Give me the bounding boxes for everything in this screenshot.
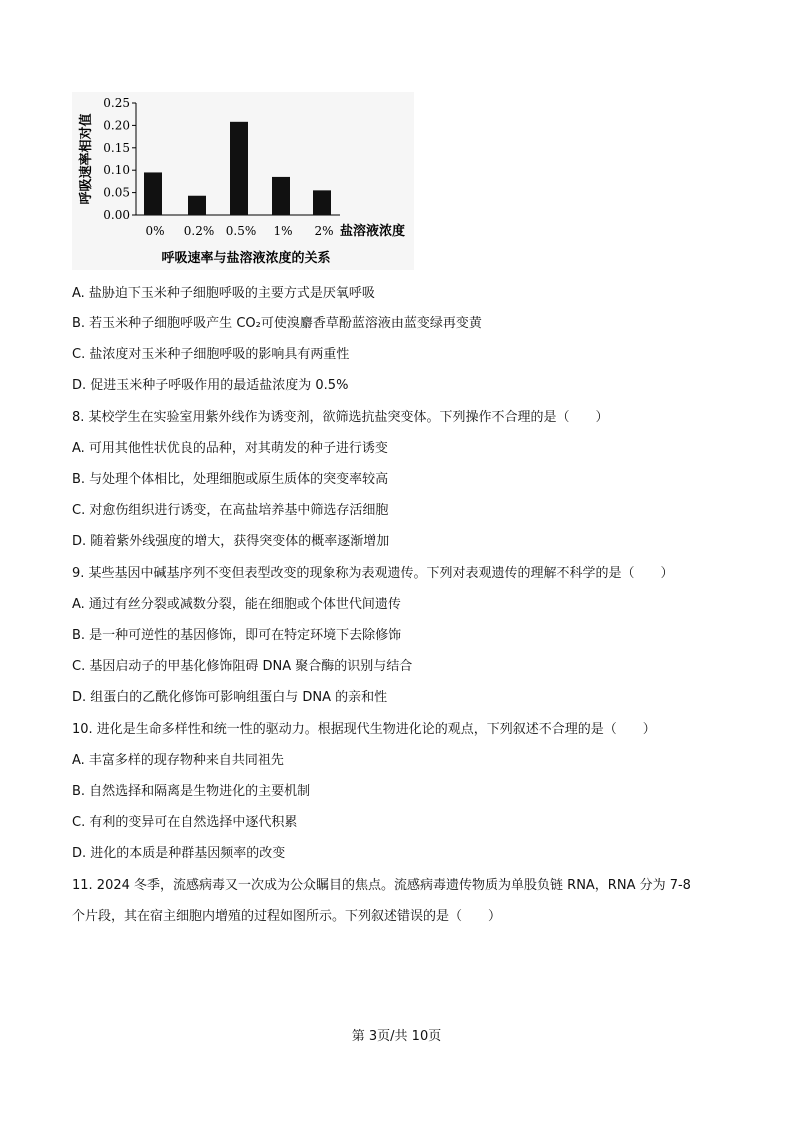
q7-option-a: A. 盐胁迫下玉米种子细胞呼吸的主要方式是厌氧呼吸 [72,286,375,301]
x-tick-label: 0.5% [225,224,257,238]
y-tick-label: 0.00 [103,208,130,222]
q11-stem-line2: 个片段，其在宿主细胞内增殖的过程如图所示。下列叙述错误的是（ ） [72,909,502,924]
chart-svg [72,92,414,270]
q10-option-d: D. 进化的本质是种群基因频率的改变 [72,846,286,861]
x-tick-label: 1% [273,224,293,238]
q10-option-b: B. 自然选择和隔离是生物进化的主要机制 [72,784,311,799]
q9-stem: 9. 某些基因中碱基序列不变但表型改变的现象称为表观遗传。下列对表观遗传的理解不科学的是（ ） [72,566,674,581]
q9-option-a: A. 通过有丝分裂或减数分裂，能在细胞或个体世代间遗传 [72,597,401,612]
x-tick-label: 0.2% [183,224,215,238]
x-tick-label: 2% [314,224,334,238]
bar [230,122,248,215]
y-tick-label: 0.25 [103,96,130,110]
bar [144,172,162,215]
page-footer: 第 3页/共 10页 [351,1029,442,1044]
q11-stem-line1: 11. 2024 冬季，流感病毒又一次成为公众瞩目的焦点。流感病毒遗传物质为单股负链 RNA，RNA 分为 7-8 [72,878,691,893]
y-tick-label: 0.15 [103,140,130,155]
x-tick-label: 0% [145,224,165,238]
y-tick-label: 0.05 [103,185,130,200]
y-tick-label: 0.20 [103,118,130,133]
q8-option-b: B. 与处理个体相比，处理细胞或原生质体的突变率较高 [72,472,389,487]
q9-option-c: C. 基因启动子的甲基化修饰阻碍 DNA 聚合酶的识别与结合 [72,659,413,674]
chart-title: 呼吸速率与盐溶液浓度的关系 [161,251,331,266]
q9-option-b: B. 是一种可逆性的基因修饰，即可在特定环境下去除修饰 [72,628,402,643]
y-tick-label: 0.10 [103,163,130,178]
q8-option-a: A. 可用其他性状优良的品种，对其萌发的种子进行诱变 [72,441,388,456]
q10-option-a: A. 丰富多样的现存物种来自共同祖先 [72,753,284,768]
q8-option-c: C. 对愈伤组织进行诱变，在高盐培养基中筛选存活细胞 [72,503,389,518]
q8-stem: 8. 某校学生在实验室用紫外线作为诱变剂，欲筛选抗盐突变体。下列操作不合理的是（ ） [72,410,609,425]
y-axis-title: 呼吸速率相对值 [79,113,94,205]
bar [272,177,290,215]
q9-option-d: D. 组蛋白的乙酰化修饰可影响组蛋白与 DNA 的亲和性 [72,690,388,705]
q10-option-c: C. 有利的变异可在自然选择中逐代积累 [72,815,298,830]
respiration-chart [72,92,414,270]
q7-option-d: D. 促进玉米种子呼吸作用的最适盐浓度为 0.5% [72,378,349,393]
q10-stem: 10. 进化是生命多样性和统一性的驱动力。根据现代生物进化论的观点，下列叙述不合理的是（ ） [72,722,656,737]
x-axis-title: 盐溶液浓度 [340,224,406,239]
bar [188,196,206,215]
bar [313,190,331,215]
q7-option-b: B. 若玉米种子细胞呼吸产生 CO₂可使溴麝香草酚蓝溶液由蓝变绿再变黄 [72,316,482,331]
q7-option-c: C. 盐浓度对玉米种子细胞呼吸的影响具有两重性 [72,347,350,362]
q8-option-d: D. 随着紫外线强度的增大，获得突变体的概率逐渐增加 [72,534,390,549]
